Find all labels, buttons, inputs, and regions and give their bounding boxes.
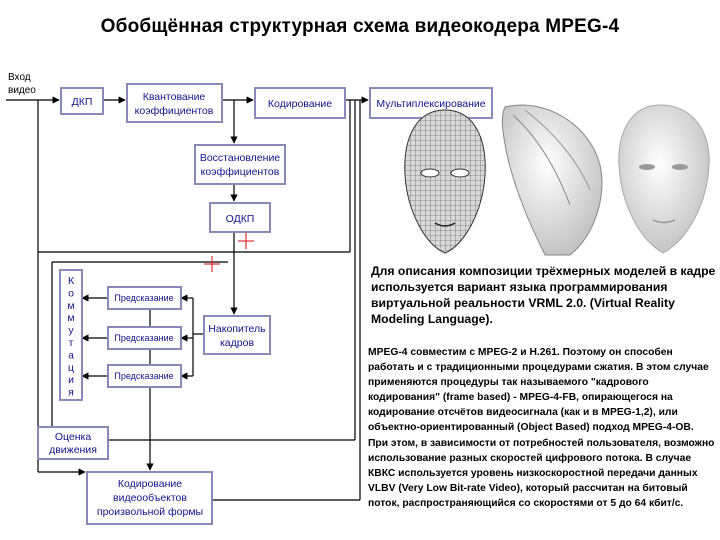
commutation-letter: т: [68, 337, 74, 349]
commutation-letter: ц: [67, 361, 75, 374]
commutation-letter: и: [68, 374, 74, 387]
motion-estimation-label-line2: движения: [49, 444, 97, 456]
object-coding-label-line3: произвольной формы: [96, 506, 204, 518]
3d-head-models-illustration: [395, 95, 715, 260]
page-title: Обобщённая структурная схема видеокодера MPEG-4: [100, 16, 620, 37]
motion-estimation-block: [38, 427, 108, 459]
frame-storage-label-line1: Накопитель: [208, 323, 266, 335]
prediction-label-1: Предсказание: [114, 293, 174, 303]
input-label-line2: видео: [8, 85, 36, 96]
vrml-description: Для описания композиции трёхмерных моделей в кадре используется вариант языка программирования виртуальной реальности VRML 2.0. (Virtual Reality Modeling Language).: [371, 264, 716, 326]
object-coding-block: [87, 472, 212, 524]
commutation-letter: я: [68, 386, 74, 399]
quantization-label-line2: коэффициентов: [134, 105, 214, 117]
dkp-label: ДКП: [71, 96, 93, 108]
commutation-letter: К: [67, 275, 75, 287]
commutation-letter: м: [67, 312, 75, 325]
multiplexing-label: Мультиплексирование: [376, 98, 486, 110]
summing-node-plus-icon-2: [204, 256, 220, 272]
prediction-label-3: Предсказание: [114, 371, 174, 381]
mpeg4-compatibility-description: MPEG-4 совместим с MPEG-2 и H.261. Поэтому он способен работать и с традиционными процедурами сжатия. В этом случае применяются процедуры так называемого "кадрового кодирования" (frame based) - MPEG-4-FB, опирающегося на кодирование отсчётов видеосигнала (как и в MPEG-1,2), или объектно-ориентированный (Object Based) подход MPEG-4-OB. При этом, в зависимости от потребностей пользователя, возможно использование разных скоростей цифрового потока. В случае КВКС используется уровень низкоскоростной передачи данных VLBV (Very Low Bit-rate Video), который рассчитан на битовый поток, распространяющийся со скоростями от 5 до 64 кбит/с.: [368, 347, 715, 509]
restore-label-line1: Восстановление: [199, 152, 281, 164]
object-coding-label-line2: видеообъектов: [113, 492, 187, 504]
profile-head-icon: [502, 105, 602, 255]
quantization-block: [127, 84, 222, 122]
commutation-letter: о: [68, 287, 74, 300]
motion-estimation-label-line1: Оценка: [54, 431, 92, 443]
commutation-letter: а: [68, 349, 74, 362]
input-label-line1: Вход: [8, 72, 31, 83]
prediction-block-1: [108, 287, 181, 309]
commutation-block: [60, 270, 82, 400]
frame-storage-label-line2: кадров: [219, 337, 255, 349]
odkp-label: ОДКП: [225, 213, 255, 225]
object-coding-label-line1: Кодирование: [117, 478, 183, 490]
prediction-block-2: [108, 327, 181, 349]
quantization-label-line1: Квантование: [142, 91, 206, 103]
prediction-label-2: Предсказание: [114, 333, 174, 343]
coding-block: [255, 88, 345, 118]
coding-label: Кодирование: [267, 98, 333, 110]
commutation-letter: м: [67, 299, 75, 312]
frame-storage-block: [204, 316, 270, 354]
restore-label-line2: коэффициентов: [200, 166, 280, 178]
restore-coefficients-block: [195, 145, 285, 184]
commutation-letter: у: [68, 324, 74, 337]
wireframe-head-icon: [405, 110, 485, 253]
odkp-block: [210, 203, 270, 232]
prediction-block-3: [108, 365, 181, 387]
smooth-head-icon: [619, 105, 709, 253]
summing-node-plus-icon: [238, 233, 254, 249]
dkp-block: [61, 88, 103, 114]
